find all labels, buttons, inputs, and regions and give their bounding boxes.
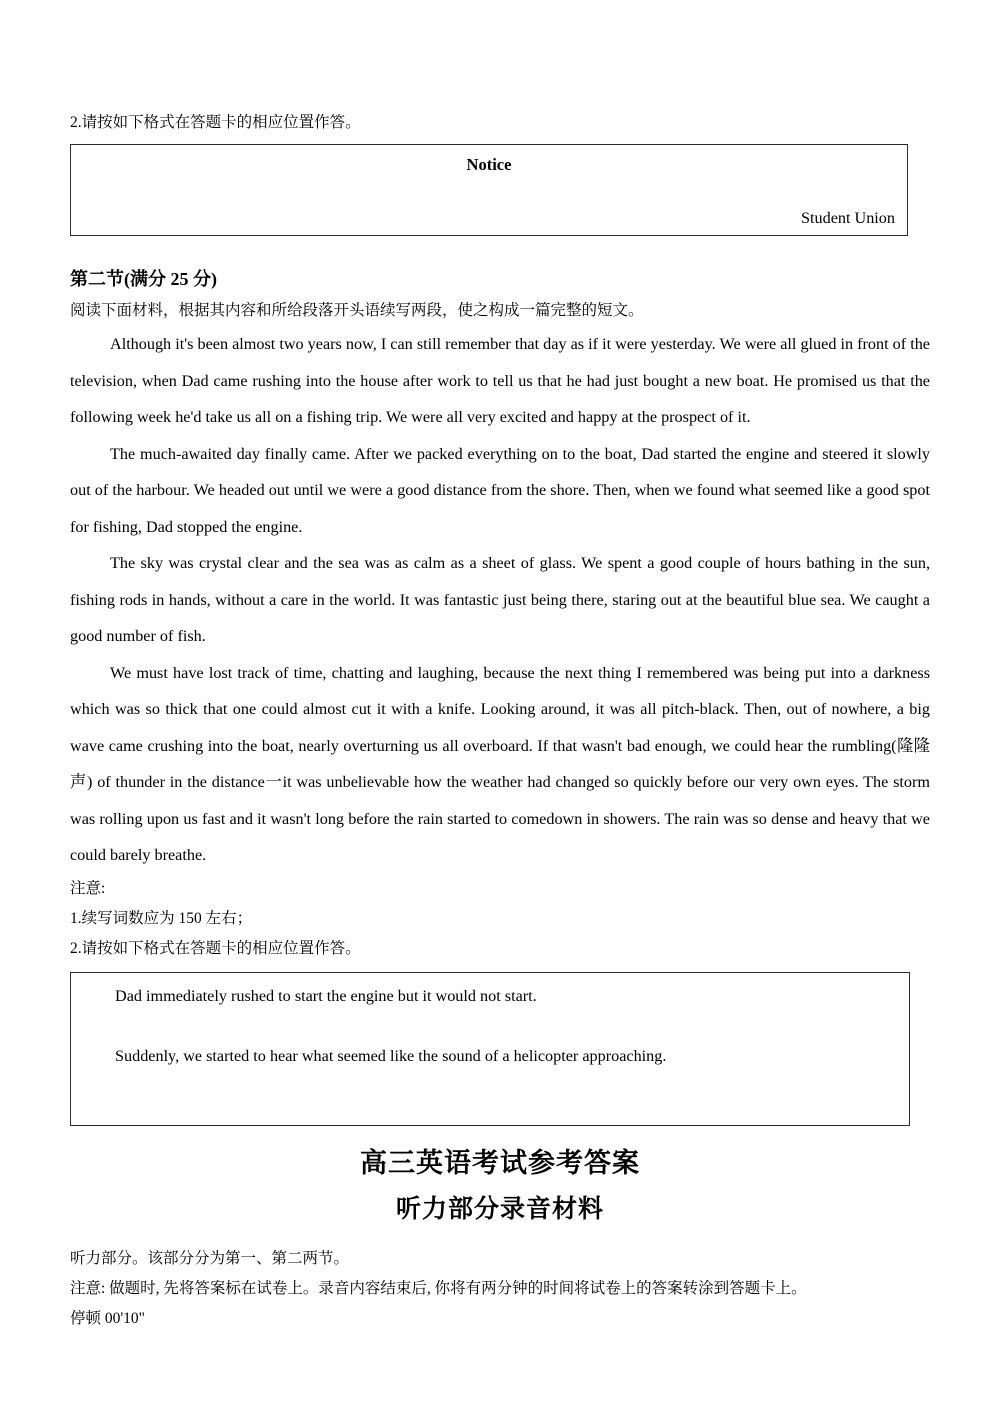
notice-answer-box <box>70 144 908 236</box>
answer-key-title: 高三英语考试参考答案 <box>360 1147 640 1178</box>
listening-script-title: 听力部分录音材料 <box>395 1194 604 1223</box>
notes-item-format: 2.请按如下格式在答题卡的相应位置作答。 <box>70 939 361 957</box>
listening-part-description: 听力部分。该部分分为第一、第二两节。 <box>70 1249 350 1267</box>
top-instruction: 2.请按如下格式在答题卡的相应位置作答。 <box>70 114 361 131</box>
passage-paragraph: The sky was crystal clear and the sea was as calm as a sheet of glass. We spent a good couple of hours bathing in the sun, fishing rods in hands, without a care in the world. It was fantastic just being there, staring out at the beautiful blue sea. We caught a good number of fish. <box>70 554 930 645</box>
notice-title: Notice <box>466 155 512 174</box>
listening-notice: 注意: 做题时, 先将答案标在试卷上。录音内容结束后, 你将有两分钟的时间将试卷上的答案转涂到答题卡上。 <box>70 1279 807 1297</box>
notice-signature: Student Union <box>801 209 895 227</box>
answer-spacer <box>115 1007 909 1045</box>
page-content <box>70 108 930 1334</box>
notes-label: 注意: <box>70 879 106 897</box>
section-heading: 第二节(满分 25 分) <box>70 269 217 289</box>
notes-item-word-count: 1.续写词数应为 150 左右； <box>70 909 253 927</box>
passage-paragraph: We must have lost track of time, chatting and laughing, because the next thing I remembered was being put into a darkness which was so thick that one could almost cut it with a knife. Looking around, it was all pitch-black. Then, out of nowhere, a big wave came crushing into the boat, nearly overturning us all overboard. If that wasn't bad enough, we could hear the rumbling(隆隆声) of thunder in the distance一it was unbelievable how the weather had changed so quickly before our very own eyes. The storm was rolling upon us fast and it wasn't long before the rain started to comedown in showers. The rain was so dense and heavy that we could barely breathe. <box>70 663 930 864</box>
pause-marker: 停顿 00'10" <box>70 1309 145 1327</box>
passage-paragraph: Although it's been almost two years now, I can still remember that day as if it were yesterday. We were all glued in front of the television, when Dad came rushing into the house after work to tell us that he had just bought a new boat. He promised us that the following week he'd take us all on a fishing trip. We were all very excited and happy at the prospect of it. <box>70 335 930 426</box>
continuation-paragraph-opener-1: Dad immediately rushed to start the engine but it would not start. <box>115 986 537 1005</box>
continuation-answer-box <box>70 972 910 1126</box>
continuation-paragraph-opener-2: Suddenly, we started to hear what seemed like the sound of a helicopter approaching. <box>115 1046 667 1065</box>
passage-paragraph: The much-awaited day finally came. After we packed everything on to the boat, Dad started the engine and steered it slowly out of the harbour. We headed out until we were a good distance from the shore. Then, when we found what seemed like a good spot for fishing, Dad stopped the engine. <box>70 444 930 536</box>
section-instruction: 阅读下面材料，根据其内容和所给段落开头语续写两段，使之构成一篇完整的短文。 <box>70 302 644 319</box>
